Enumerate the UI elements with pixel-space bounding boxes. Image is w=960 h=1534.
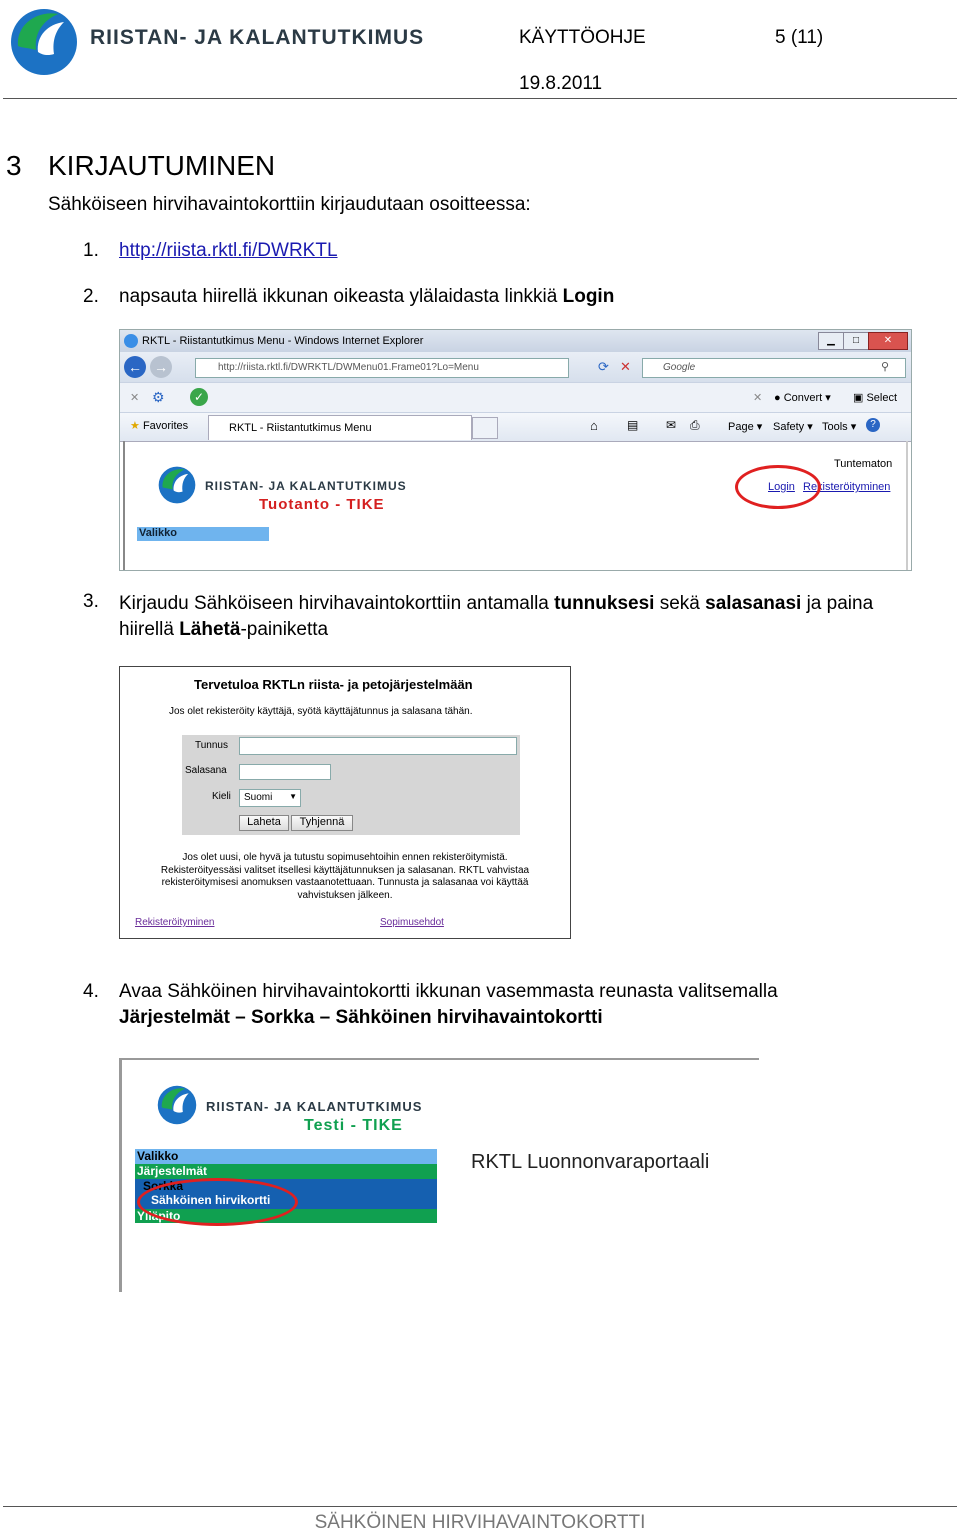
- forward-icon[interactable]: →: [150, 356, 172, 378]
- rktl-logo-icon: [157, 465, 197, 505]
- ie-window-title: RKTL - Riistantutkimus Menu - Windows Internet Explorer: [142, 335, 424, 347]
- chevron-down-icon: ▼: [289, 792, 297, 801]
- header-divider: [3, 98, 957, 99]
- menu-hirvikortti-label: Sähköinen hirvikortti: [151, 1193, 271, 1207]
- shot1-subtitle: Tuotanto - TIKE: [259, 496, 385, 513]
- home-icon[interactable]: ⌂: [590, 418, 598, 433]
- ie-screenshot: [119, 329, 912, 571]
- step-3-t1: Kirjaudu Sähköiseen hirvihavaintokorttiin antamalla: [119, 593, 555, 614]
- login-highlight-circle: [735, 465, 821, 509]
- maximize-icon[interactable]: □: [843, 332, 869, 350]
- tools-menu[interactable]: Tools ▾: [822, 421, 857, 433]
- ie-page-content: [123, 441, 908, 570]
- portal-title: RKTL Luonnonvaraportaali: [471, 1151, 710, 1173]
- tab-label: RKTL - Riistantutkimus Menu: [229, 422, 372, 434]
- step-2-text: [119, 286, 614, 308]
- shot3-subtitle: Testi - TIKE: [304, 1117, 403, 1134]
- step-1-number: 1.: [83, 240, 99, 261]
- step-1-link[interactable]: http://riista.rktl.fi/DWRKTL: [119, 240, 338, 261]
- valikko-label: Valikko: [139, 527, 177, 539]
- doc-type: KÄYTTÖOHJE: [519, 27, 646, 48]
- search-icon[interactable]: ⚲: [880, 361, 889, 373]
- ie-icon: [124, 334, 138, 348]
- shot1-logo-text: RIISTAN- JA KALANTUTKIMUS: [205, 479, 407, 493]
- menu-valikko-label: Valikko: [137, 1149, 179, 1163]
- menu-valikko[interactable]: [135, 1149, 437, 1164]
- salasana-label: Salasana: [185, 765, 227, 776]
- page-menu-label: Page: [728, 421, 754, 433]
- safety-menu[interactable]: Safety ▾: [773, 421, 813, 433]
- section-title: KIRJAUTUMINEN: [48, 150, 276, 181]
- login-screenshot: [119, 666, 571, 939]
- info-line-4: vahvistuksen jälkeen.: [297, 889, 393, 901]
- menu-yllapito-label: Ylläpito: [137, 1209, 181, 1223]
- minimize-icon[interactable]: ▁: [818, 332, 844, 350]
- help-icon[interactable]: ?: [866, 418, 880, 432]
- select-label: Select: [866, 392, 898, 404]
- footer-text: SÄHKÖINEN HIRVIHAVAINTOKORTTI: [314, 1512, 646, 1533]
- toolbar-tool-icon[interactable]: ⚙: [152, 389, 165, 405]
- section-intro: Sähköiseen hirvihavaintokorttiin kirjaudutaan osoitteessa:: [48, 194, 531, 215]
- sopimusehdot-link[interactable]: Sopimusehdot: [380, 917, 444, 928]
- info-line-2: Rekisteröityessäsi valitset itsellesi käyttäjätunnuksen ja salasanan. RKTL vahvistaa: [160, 864, 530, 876]
- kieli-label: Kieli: [212, 791, 231, 802]
- page-number: 5 (11): [775, 27, 824, 48]
- laheta-button[interactable]: Laheta: [239, 815, 289, 831]
- star-icon: ★: [130, 420, 140, 432]
- tuntematon-label: Tuntematon: [834, 458, 893, 470]
- tools-menu-label: Tools: [822, 421, 848, 433]
- ie-favorites-bar: [120, 412, 911, 442]
- step-3-b3: Lähetä: [179, 619, 241, 640]
- register-link[interactable]: Rekisteröityminen: [803, 481, 891, 493]
- toolbar-close-icon[interactable]: ✕: [130, 392, 140, 404]
- address-text: http://riista.rktl.fi/DWRKTL/DWMenu01.Frame01?Lo=Menu: [218, 362, 479, 373]
- menu-screenshot: [119, 1058, 759, 1292]
- step-4-text: Avaa Sähköinen hirvihavaintokortti ikkunan vasemmasta reunasta valitsemalla: [119, 981, 778, 1002]
- step-2-number: 2.: [83, 286, 99, 307]
- address-field[interactable]: [195, 358, 569, 378]
- step-3-t2: sekä: [654, 593, 706, 614]
- kieli-value: Suomi: [244, 792, 273, 803]
- step-3-number: 3.: [83, 591, 99, 612]
- mail-icon[interactable]: ✉: [666, 418, 677, 432]
- step-3-b2: salasanasi: [705, 593, 802, 614]
- safety-menu-label: Safety: [773, 421, 805, 433]
- ie-command-bar: [120, 382, 911, 413]
- kieli-select[interactable]: [239, 789, 301, 807]
- convert-label: Convert: [783, 392, 823, 404]
- convert-close-icon[interactable]: ✕: [753, 392, 763, 404]
- stop-icon[interactable]: ✕: [620, 359, 631, 374]
- checkmark-icon[interactable]: ✓: [190, 388, 208, 406]
- convert-button[interactable]: ● Convert ▾: [774, 392, 831, 404]
- tunnus-input[interactable]: [239, 737, 517, 755]
- step-3-b1: tunnuksesi: [554, 593, 655, 614]
- step-3-text: [119, 591, 873, 643]
- login-subtitle: Jos olet rekisteröity käyttäjä, syötä käyttäjätunnus ja salasana tähän.: [169, 706, 473, 717]
- feeds-icon[interactable]: ▤: [627, 418, 639, 432]
- ie-tab[interactable]: [208, 415, 472, 440]
- search-field[interactable]: [642, 358, 906, 378]
- menu-jarjestelmat[interactable]: [135, 1164, 437, 1179]
- step-3-t3: ja paina: [801, 593, 874, 614]
- login-form: [182, 735, 520, 835]
- step-4-bold: Järjestelmät – Sorkka – Sähköinen hirvihavaintokortti: [119, 1007, 603, 1028]
- login-title: Tervetuloa RKTLn riista- ja petojärjestelmään: [194, 677, 473, 692]
- valikko-bar[interactable]: [137, 527, 269, 541]
- favorites-button[interactable]: [130, 419, 188, 432]
- select-button[interactable]: ▣ Select: [853, 392, 898, 404]
- hirvikortti-highlight-circle: [137, 1178, 298, 1226]
- search-placeholder: Google: [663, 362, 696, 373]
- login-info: [130, 852, 560, 902]
- footer-divider: [3, 1506, 957, 1507]
- info-line-3: rekisteröitymisesi anomuksen vastaanotettuaan. Tunnusta ja salasanaa voi käyttää: [161, 877, 529, 888]
- back-icon[interactable]: ←: [124, 356, 146, 378]
- step-2-plain: napsauta hiirellä ikkunan oikeasta ylälaidasta linkkiä: [119, 286, 563, 307]
- favorites-label: Favorites: [142, 420, 189, 432]
- tunnus-label: Tunnus: [195, 740, 228, 751]
- step-3-t4: hiirellä: [119, 619, 180, 640]
- step-3-t5: -painiketta: [240, 619, 329, 640]
- rekisteroityminen-link[interactable]: Rekisteröityminen: [135, 917, 215, 928]
- rktl-logo-icon: [156, 1084, 198, 1126]
- step-4-number: 4.: [83, 981, 99, 1002]
- tyhjenna-button[interactable]: Tyhjennä: [291, 815, 353, 831]
- close-icon[interactable]: ✕: [868, 332, 908, 350]
- ie-titlebar: [120, 330, 911, 352]
- shot3-logo-text: RIISTAN- JA KALANTUTKIMUS: [206, 1099, 423, 1114]
- header-logo: [8, 6, 438, 78]
- section-number: 3: [6, 150, 22, 181]
- print-icon[interactable]: ⎙: [690, 418, 700, 432]
- refresh-icon[interactable]: ⟳: [598, 359, 609, 374]
- login-link[interactable]: Login: [768, 481, 795, 493]
- menu-jarjestelmat-label: Järjestelmät: [137, 1164, 208, 1178]
- menu-sorkka-label: Sorkka: [143, 1179, 184, 1193]
- salasana-input[interactable]: [239, 764, 331, 780]
- logo-text: RIISTAN- JA KALANTUTKIMUS: [90, 26, 425, 49]
- doc-date: 19.8.2011: [519, 73, 603, 94]
- rktl-logo-icon: [8, 6, 80, 78]
- info-line-1: Jos olet uusi, ole hyvä ja tutustu sopimusehtoihin ennen rekisteröitymistä.: [182, 852, 508, 863]
- page-menu[interactable]: Page ▾: [728, 421, 763, 433]
- new-tab-button[interactable]: [472, 417, 498, 439]
- ie-address-bar: [120, 352, 911, 382]
- step-2-bold: Login: [562, 286, 615, 307]
